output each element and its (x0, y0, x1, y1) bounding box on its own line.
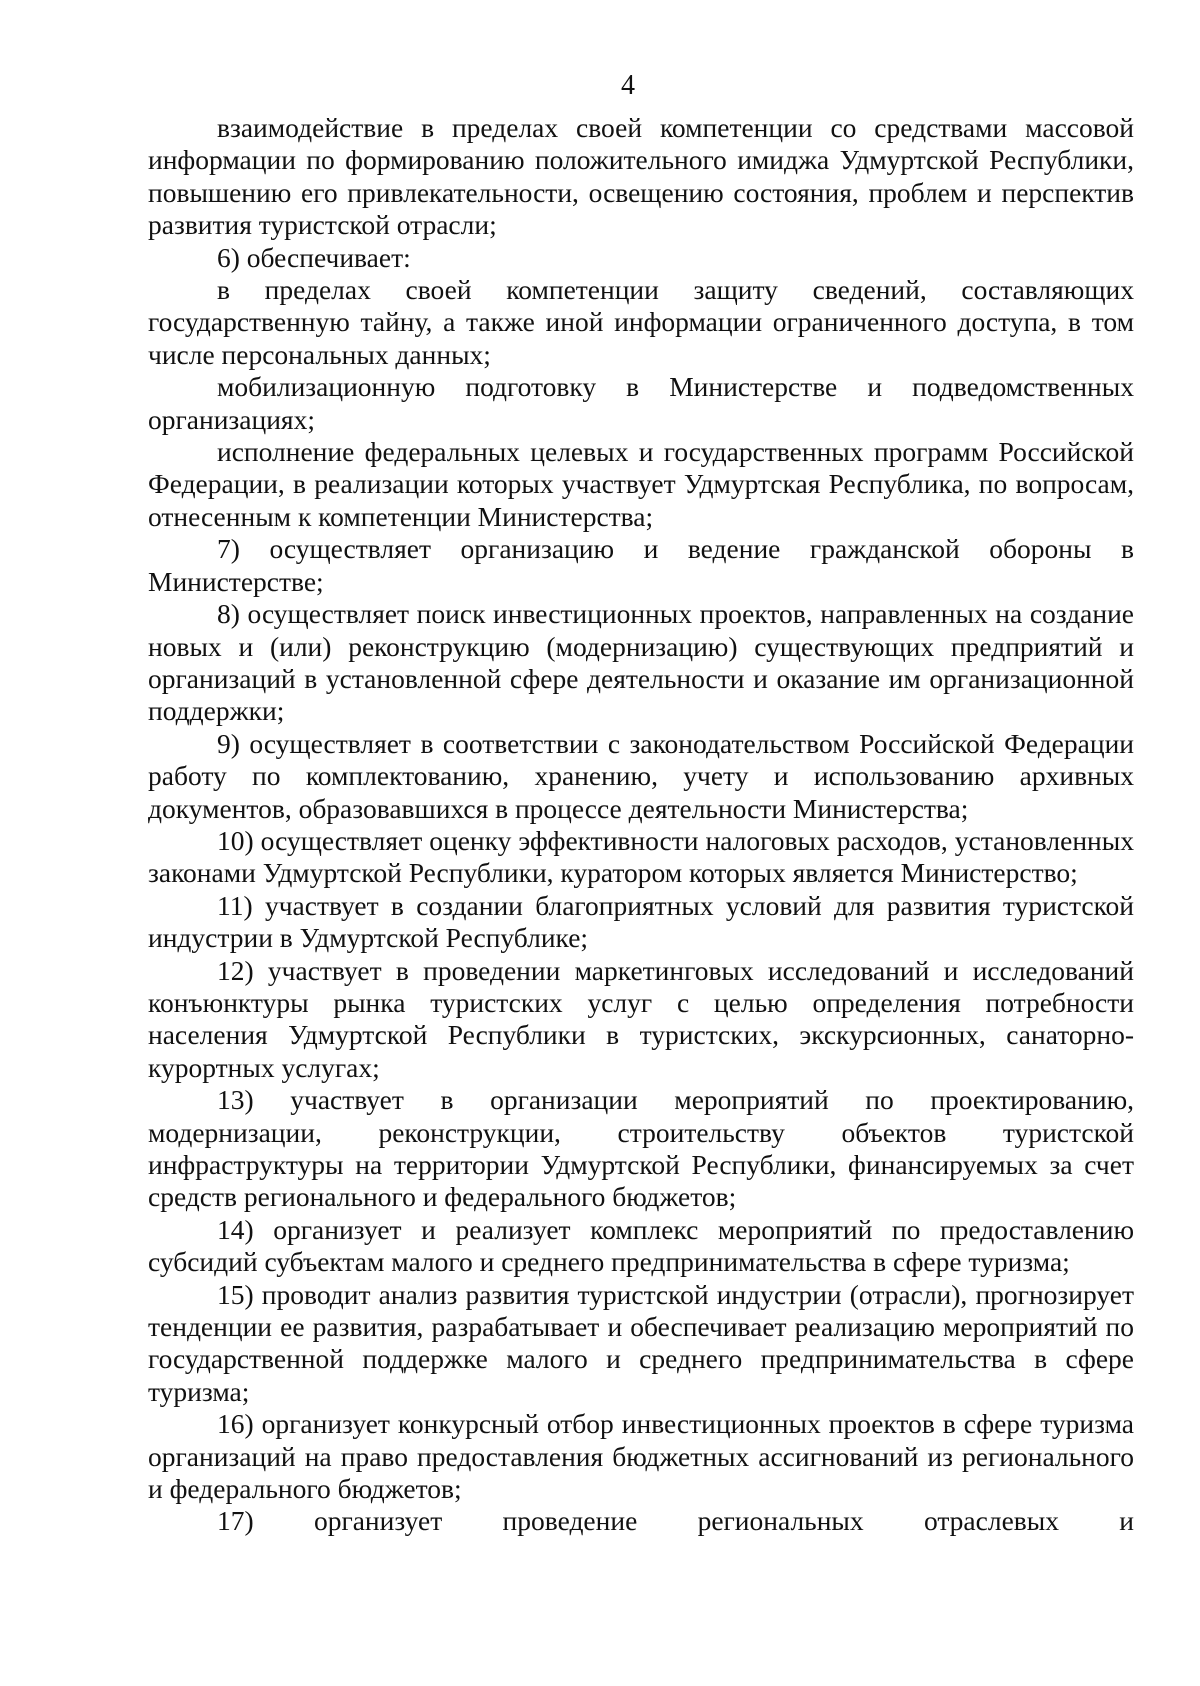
paragraph: 16) организует конкурсный отбор инвестиционных проектов в сфере туризма организаций на право предоставления бюджетных ассигнований из регионального и федерального бюджетов; (148, 1408, 1134, 1505)
paragraph: 13) участвует в организации мероприятий по проектированию, модернизации, реконструкции, строительству объектов туристской инфраструктуры на территории Удмуртской Республики, финансируемых за счет средств регионального и федерального бюджетов; (148, 1084, 1134, 1213)
paragraph: взаимодействие в пределах своей компетенции со средствами массовой информации по формированию положительного имиджа Удмуртской Республики, повышению его привлекательности, освещению состояния, проблем и перспектив развития туристской отрасли; (148, 112, 1134, 241)
paragraph: 8) осуществляет поиск инвестиционных проектов, направленных на создание новых и (или) реконструкцию (модернизацию) существующих предприятий и организаций в установленной сфере деятельности и оказание им организационной поддержки; (148, 598, 1134, 727)
paragraph: 15) проводит анализ развития туристской индустрии (отрасли), прогнозирует тенденции ее развития, разрабатывает и обеспечивает реализацию мероприятий по государственной поддержке малого и среднего предпринимательства в сфере туризма; (148, 1278, 1134, 1407)
paragraph: мобилизационную подготовку в Министерстве и подведомственных организациях; (148, 371, 1134, 435)
paragraph: 10) осуществляет оценку эффективности налоговых расходов, установленных законами Удмуртской Республики, куратором которых является Министерство; (148, 824, 1134, 889)
page-number: 4 (621, 70, 635, 101)
paragraph: 9) осуществляет в соответствии с законодательством Российской Федерации работу по комплектованию, хранению, учету и использованию архивных документов, образовавшихся в процессе деятельности Министерства; (148, 727, 1134, 824)
paragraph: 6) обеспечивает: (217, 241, 411, 273)
document-body (148, 112, 1134, 1538)
paragraph: 7) осуществляет организацию и ведение гражданской обороны в Министерстве; (148, 533, 1134, 597)
paragraph: 14) организует и реализует комплекс мероприятий по предоставлению субсидий субъектам малого и среднего предпринимательства в сфере туризма; (148, 1213, 1134, 1278)
paragraph: 12) участвует в проведении маркетинговых исследований и исследований конъюнктуры рынка туристских услуг с целью определения потребности населения Удмуртской Республики в туристских, экскурсионных, санаторно-курортных услугах; (148, 954, 1134, 1083)
paragraph: в пределах своей компетенции защиту сведений, составляющих государственную тайну, а также иной информации ограниченного доступа, в том числе персональных данных; (148, 274, 1134, 370)
paragraph: 17) организует проведение региональных отраслевых и (217, 1505, 1134, 1537)
paragraph: 11) участвует в создании благоприятных условий для развития туристской индустрии в Удмуртской Республике; (148, 889, 1134, 954)
paragraph: исполнение федеральных целевых и государственных программ Российской Федерации, в реализации которых участвует Удмуртская Республика, по вопросам, отнесенным к компетенции Министерства; (148, 436, 1134, 532)
